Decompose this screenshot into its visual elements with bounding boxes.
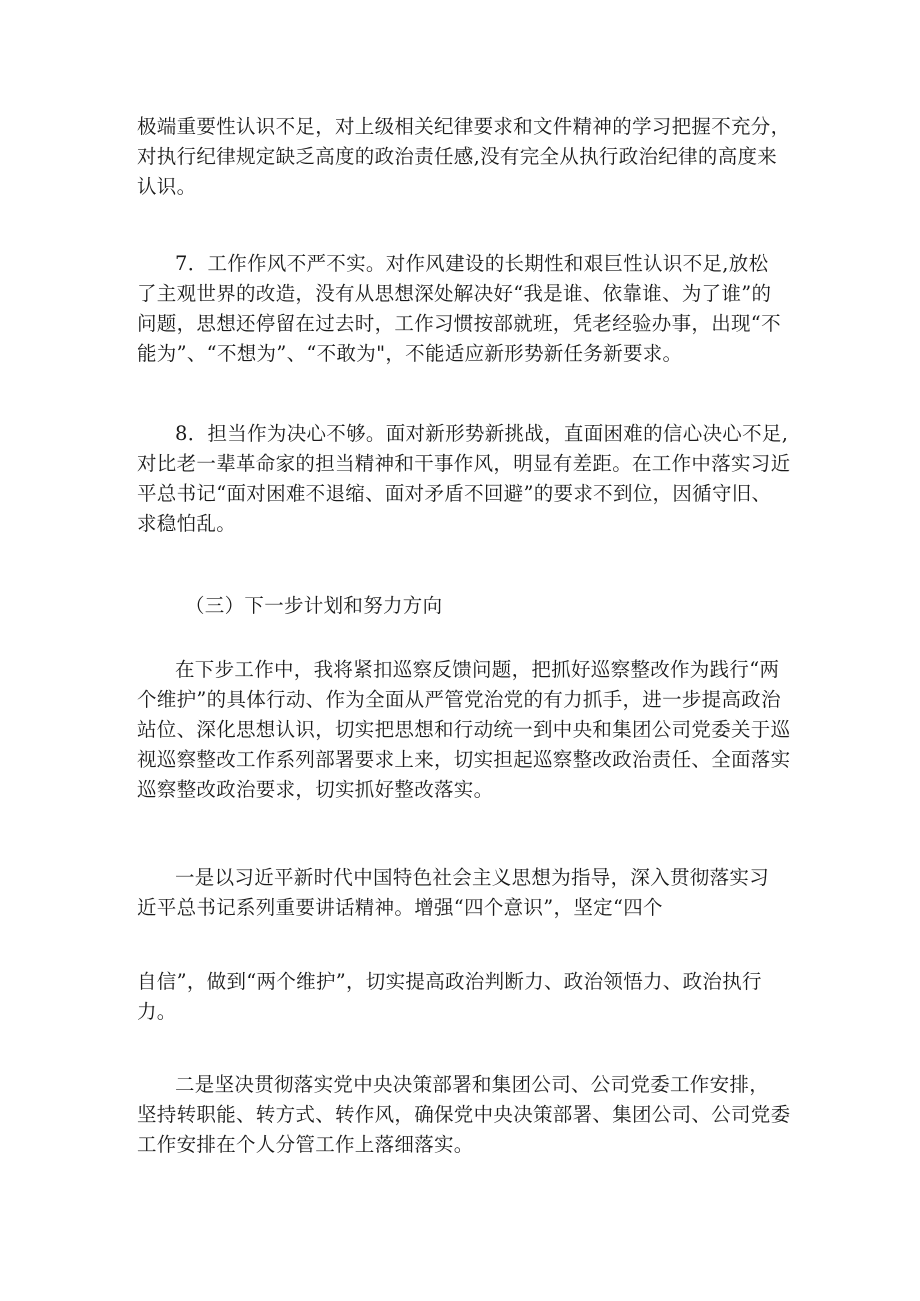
section-heading: （三）下一步计划和努力方向: [185, 594, 443, 617]
text-line: 认识。: [137, 175, 197, 198]
paragraph-continued: [137, 112, 797, 202]
text-line: 对执行纪律规定缺乏高度的政治责任感,没有完全从执行政治纪律的高度来: [137, 145, 778, 168]
text-line: 极端重要性认识不足，对上级相关纪律要求和文件精神的学习把握不充分，: [137, 115, 791, 138]
text-line: 工作安排在个人分管工作上落细落实。: [137, 1133, 474, 1156]
text-line: 个维护”的具体行动、作为全面从严管党治党的有力抓手，进一步提高政治: [137, 688, 781, 711]
paragraph-point-one: [137, 863, 797, 923]
text-line: 力。: [137, 1000, 177, 1023]
text-line: 一是以习近平新时代中国特色社会主义思想为指导，深入贯彻落实习: [175, 866, 770, 889]
text-line: 视巡察整改工作系列部署要求上来，切实担起巡察整改政治责任、全面落实: [137, 748, 791, 771]
text-line: 近平总书记系列重要讲话精神。增强“四个意识”，坚定“四个: [137, 896, 663, 919]
text-line: 坚持转职能、转方式、转作风，确保党中央决策部署、集团公司、公司党委: [137, 1103, 791, 1126]
paragraph-point-two: [137, 1070, 797, 1160]
text-line: 平总书记“面对困难不退缩、面对矛盾不回避”的要求不到位，因循守旧、: [137, 482, 772, 505]
text-line: 8．担当作为决心不够。面对新形势新挑战，直面困难的信心决心不足,: [175, 422, 789, 445]
text-line: 站位、深化思想认识，切实把思想和行动统一到中央和集团公司党委关于巡: [137, 718, 791, 741]
text-line: 巡察整改政治要求，切实抓好整改落实。: [137, 778, 494, 801]
text-line: 对比老一辈革命家的担当精神和干事作风，明显有差距。在工作中落实习近: [137, 452, 791, 475]
text-line: 自信”，做到“两个维护”，切实提高政治判断力、政治领悟力、政治执行: [137, 970, 762, 993]
text-line: 二是坚决贯彻落实党中央决策部署和集团公司、公司党委工作安排，: [175, 1073, 770, 1096]
paragraph-next-steps: [137, 655, 797, 805]
text-line: 7．工作作风不严不实。对作风建设的长期性和艰巨性认识不足,放松: [175, 252, 769, 275]
text-line: 求稳怕乱。: [137, 512, 237, 535]
text-line: 了主观世界的改造，没有从思想深处解决好“我是谁、依靠谁、为了谁”的: [137, 282, 772, 305]
text-line: 问题，思想还停留在过去时，工作习惯按部就班，凭老经验办事，出现“不: [137, 312, 781, 335]
paragraph-item-8: [137, 419, 797, 539]
text-line: 在下步工作中，我将紧扣巡察反馈问题，把抓好巡察整改作为践行“两: [175, 658, 780, 681]
paragraph-item-7: [137, 249, 797, 369]
paragraph-point-one-continued: [137, 967, 797, 1027]
text-line: 能为”、“不想为”、“不敢为"，不能适应新形势新任务新要求。: [137, 342, 683, 365]
